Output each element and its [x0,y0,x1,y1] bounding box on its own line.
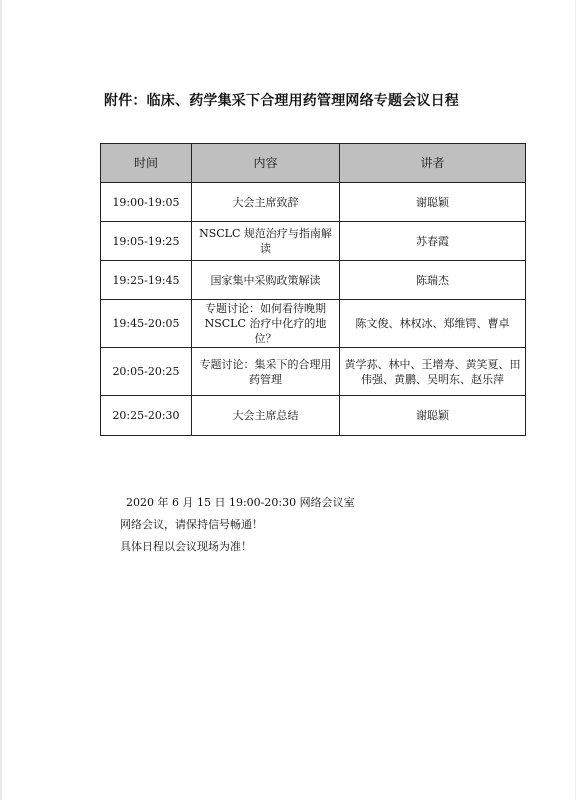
table-row [101,222,526,261]
cell-time: 20:05-20:25 [101,348,192,396]
header-topic: 内容 [192,144,340,183]
cell-time: 19:05-19:25 [101,222,192,261]
cell-time: 19:45-20:05 [101,300,192,348]
header-time: 时间 [101,144,192,183]
table-row [101,396,526,436]
cell-topic: NSCLC 规范治疗与指南解读 [192,222,340,261]
network-reminder-note: 网络会议，请保持信号畅通！ [120,518,263,531]
cell-speaker: 苏春霞 [340,222,526,261]
cell-topic: 专题讨论：如何看待晚期 NSCLC 治疗中化疗的地位？ [192,300,340,348]
table-row [101,261,526,300]
schedule-table [100,143,526,436]
cell-time: 19:25-19:45 [101,261,192,300]
cell-topic: 大会主席总结 [192,396,340,436]
document-title: 附件：临床、药学集采下合理用药管理网络专题会议日程 [104,93,459,109]
table-row [101,300,526,348]
cell-speaker: 谢聪颖 [340,183,526,222]
footer-notes [120,492,355,558]
cell-topic: 专题讨论：集采下的合理用药管理 [192,348,340,396]
header-speaker: 讲者 [340,144,526,183]
cell-speaker: 陈文俊、林权冰、郑维锷、曹卓 [340,300,526,348]
table-header-row [101,144,526,183]
meeting-datetime-note: 2020 年 6 月 15 日 19:00-20:30 网络会议室 [126,496,355,509]
table-row [101,348,526,396]
cell-time: 19:00-19:05 [101,183,192,222]
table-row [101,183,526,222]
cell-speaker: 陈瑞杰 [340,261,526,300]
cell-speaker: 谢聪颖 [340,396,526,436]
cell-speaker: 黄学荪、林中、王增寿、黄笑夏、田伟强、黄鹏、吴明东、赵乐萍 [340,348,526,396]
cell-topic: 大会主席致辞 [192,183,340,222]
cell-topic: 国家集中采购政策解读 [192,261,340,300]
schedule-disclaimer-note: 具体日程以会议现场为准！ [120,540,252,553]
cell-time: 20:25-20:30 [101,396,192,436]
